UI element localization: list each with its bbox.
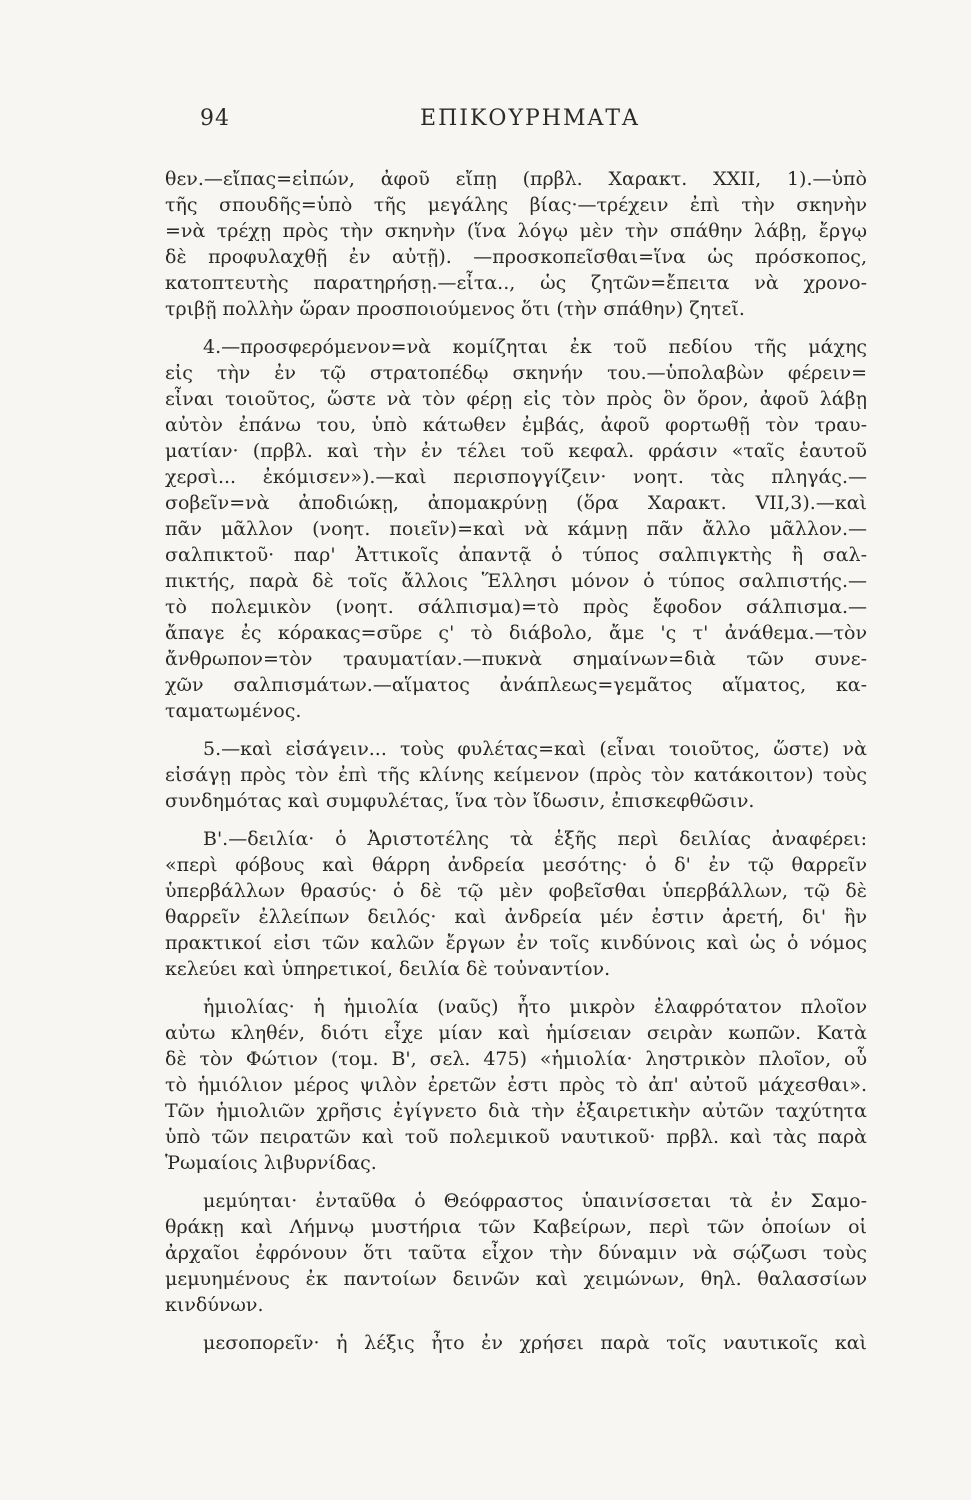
text-line: αὐτὸν ἐπάνω του, ὑπὸ κάτωθεν ἐμβάς, ἀφοῦ φορτωθῇ τὸν τραυ- (165, 414, 867, 436)
text-line: κινδύνων. (165, 1294, 264, 1316)
text-line: μεσοπορεῖν· ἡ λέξις ἦτο ἐν χρήσει παρὰ τοῖς ναυτικοῖς καὶ (203, 1332, 867, 1354)
paragraph-section-b (165, 826, 867, 982)
text-line: δὲ τὸν Φώτιον (τομ. Β', σελ. 475) «ἡμιολία· ληστρικὸν πλοῖον, οὗ (165, 1048, 867, 1070)
text-line: =νὰ τρέχῃ πρὸς τὴν σκηνὴν (ἵνα λόγῳ μὲν τὴν σπάθην λάβῃ, ἔργῳ (165, 220, 867, 242)
page-number: 94 (200, 106, 230, 131)
paragraph-continuation (165, 166, 867, 322)
text-line: πρακτικοί εἰσι τῶν καλῶν ἔργων ἐν τοῖς κινδύνοις καὶ ὡς ὁ νόμος (165, 932, 867, 954)
text-line: «περὶ φόβους καὶ θάρρη ἀνδρεία μεσότης· ὁ δ' ἐν τῷ θαρρεῖν (165, 854, 867, 876)
text-line: θράκῃ καὶ Λήμνῳ μυστήρια τῶν Καβείρων, περὶ τῶν ὁποίων οἱ (165, 1216, 867, 1238)
text-line: μεμύηται· ἐνταῦθα ὁ Θεόφραστος ὑπαινίσσεται τὰ ἐν Σαμο- (203, 1190, 867, 1212)
text-line: ἄπαγε ἐς κόρακας=σῦρε ς' τὸ διάβολο, ἄμε 'ς τ' ἀνάθεμα.—τὸν (165, 622, 867, 644)
text-line: ἀρχαῖοι ἐφρόνουν ὅτι ταῦτα εἶχον τὴν δύναμιν νὰ σῴζωσι τοὺς (165, 1242, 867, 1264)
text-line: θαρρεῖν ἐλλείπων δειλός· καὶ ἀνδρεία μέν ἐστιν ἀρετή, δι' ἣν (165, 906, 867, 928)
running-title: ΕΠΙΚΟΥΡΗΜΑΤΑ (420, 106, 640, 131)
text-line: ὑπερβάλλων θρασύς· ὁ δὲ τῷ μὲν φοβεῖσθαι ὑπερβάλλων, τῷ δὲ (165, 880, 867, 902)
text-line: ἄνθρωπον=τὸν τραυματίαν.—πυκνὰ σημαίνων=διὰ τῶν συνε- (165, 648, 867, 670)
text-line: χερσὶ... ἐκόμισεν»).—καὶ περισπογγίζειν· νοητ. τὰς πληγάς.— (165, 466, 867, 488)
text-line: κατοπτευτὴς παρατηρήσῃ.—εἶτα.., ὡς ζητῶν=ἔπειτα νὰ χρονο- (165, 272, 867, 294)
text-line: εἶναι τοιοῦτος, ὥστε νὰ τὸν φέρῃ εἰς τὸν πρὸς ὃν ὅρον, ἀφοῦ λάβῃ (165, 388, 867, 410)
text-line: ταματωμένος. (165, 700, 302, 722)
text-line: πᾶν μᾶλλον (νοητ. ποιεῖν)=καὶ νὰ κάμνῃ πᾶν ἄλλο μᾶλλον.— (165, 518, 867, 540)
text-line: μεμυημένους ἐκ παντοίων δεινῶν καὶ χειμώνων, θηλ. θαλασσίων (165, 1268, 867, 1290)
text-line: σαλπικτοῦ· παρ' Ἀττικοῖς ἀπαντᾷ ὁ τύπος σαλπιγκτὴς ἢ σαλ- (165, 544, 867, 566)
text-line: θεν.—εἴπας=εἰπών, ἀφοῦ εἴπῃ (πρβλ. Χαρακτ. XXII, 1).—ὑπὸ (165, 168, 867, 190)
paragraph-note-4 (165, 334, 867, 724)
text-line: εἰς τὴν ἐν τῷ στρατοπέδῳ σκηνήν του.—ὑπολαβὼν φέρειν= (165, 362, 867, 384)
text-line: Τῶν ἡμιολιῶν χρῆσις ἐγίγνετο διὰ τὴν ἐξαιρετικὴν αὐτῶν ταχύτητα (165, 1100, 867, 1122)
paragraph-mesoporein (165, 1330, 867, 1356)
text-line: ἡμιολίας· ἡ ἡμιολία (ναῦς) ἦτο μικρὸν ἐλαφρότατον πλοῖον (203, 996, 867, 1018)
paragraph-hemiolia (165, 994, 867, 1176)
text-line: τὸ πολεμικὸν (νοητ. σάλπισμα)=τὸ πρὸς ἔφοδον σάλπισμα.— (165, 596, 867, 618)
text-line: αὐτω κληθέν, διότι εἶχε μίαν καὶ ἡμίσειαν σειρὰν κωπῶν. Κατὰ (165, 1022, 867, 1044)
text-line: πικτής, παρὰ δὲ τοῖς ἄλλοις Ἕλλησι μόνον ὁ τύπος σαλπιστής.— (165, 570, 867, 592)
text-line: ματίαν· (πρβλ. καὶ τὴν ἐν τέλει τοῦ κεφαλ. φράσιν «ταῖς ἑαυτοῦ (165, 440, 867, 462)
text-line: συνδημότας καὶ συμφυλέτας, ἵνα τὸν ἴδωσιν, ἐπισκεφθῶσιν. (165, 790, 755, 812)
text-line: 4.—προσφερόμενον=νὰ κομίζηται ἐκ τοῦ πεδίου τῆς μάχης (203, 336, 867, 358)
text-line: σοβεῖν=νὰ ἀποδιώκῃ, ἀπομακρύνῃ (ὅρα Χαρακτ. VII,3).—καὶ (165, 492, 867, 514)
paragraph-memyetai (165, 1188, 867, 1318)
text-line: Β'.—δειλία· ὁ Ἀριστοτέλης τὰ ἑξῆς περὶ δειλίας ἀναφέρει: (203, 828, 867, 850)
text-line: κελεύει καὶ ὑπηρετικοί, δειλία δὲ τοὐναντίον. (165, 958, 611, 980)
paragraph-note-5 (165, 736, 867, 814)
body-text (165, 166, 867, 1356)
text-line: χῶν σαλπισμάτων.—αἵματος ἀνάπλεως=γεμᾶτος αἵματος, κα- (165, 674, 867, 696)
text-line: 5.—καὶ εἰσάγειν... τοὺς φυλέτας=καὶ (εἶναι τοιοῦτος, ὥστε) νὰ (203, 738, 867, 760)
text-line: τὸ ἡμιόλιον μέρος ψιλὸν ἐρετῶν ἐστι πρὸς τὸ ἀπ' αὐτοῦ μάχεσθαι». (165, 1074, 867, 1096)
text-line: δὲ προφυλαχθῇ ἐν αὐτῇ). —προσκοπεῖσθαι=ἵνα ὡς πρόσκοπος, (165, 246, 867, 268)
text-line: εἰσάγῃ πρὸς τὸν ἐπὶ τῆς κλίνης κείμενον (πρὸς τὸν κατάκοιτον) τοὺς (165, 764, 867, 786)
text-line: Ῥωμαίοις λιβυρνίδας. (165, 1152, 377, 1174)
text-line: ὑπὸ τῶν πειρατῶν καὶ τοῦ πολεμικοῦ ναυτικοῦ· πρβλ. καὶ τὰς παρὰ (165, 1126, 867, 1148)
text-line: τριβῇ πολλὴν ὥραν προσποιούμενος ὅτι (τὴν σπάθην) ζητεῖ. (165, 298, 745, 320)
text-line: τῆς σπουδῆς=ὑπὸ τῆς μεγάλης βίας·—τρέχειν ἐπὶ τὴν σκηνὴν (165, 194, 867, 216)
page-header (200, 106, 860, 146)
